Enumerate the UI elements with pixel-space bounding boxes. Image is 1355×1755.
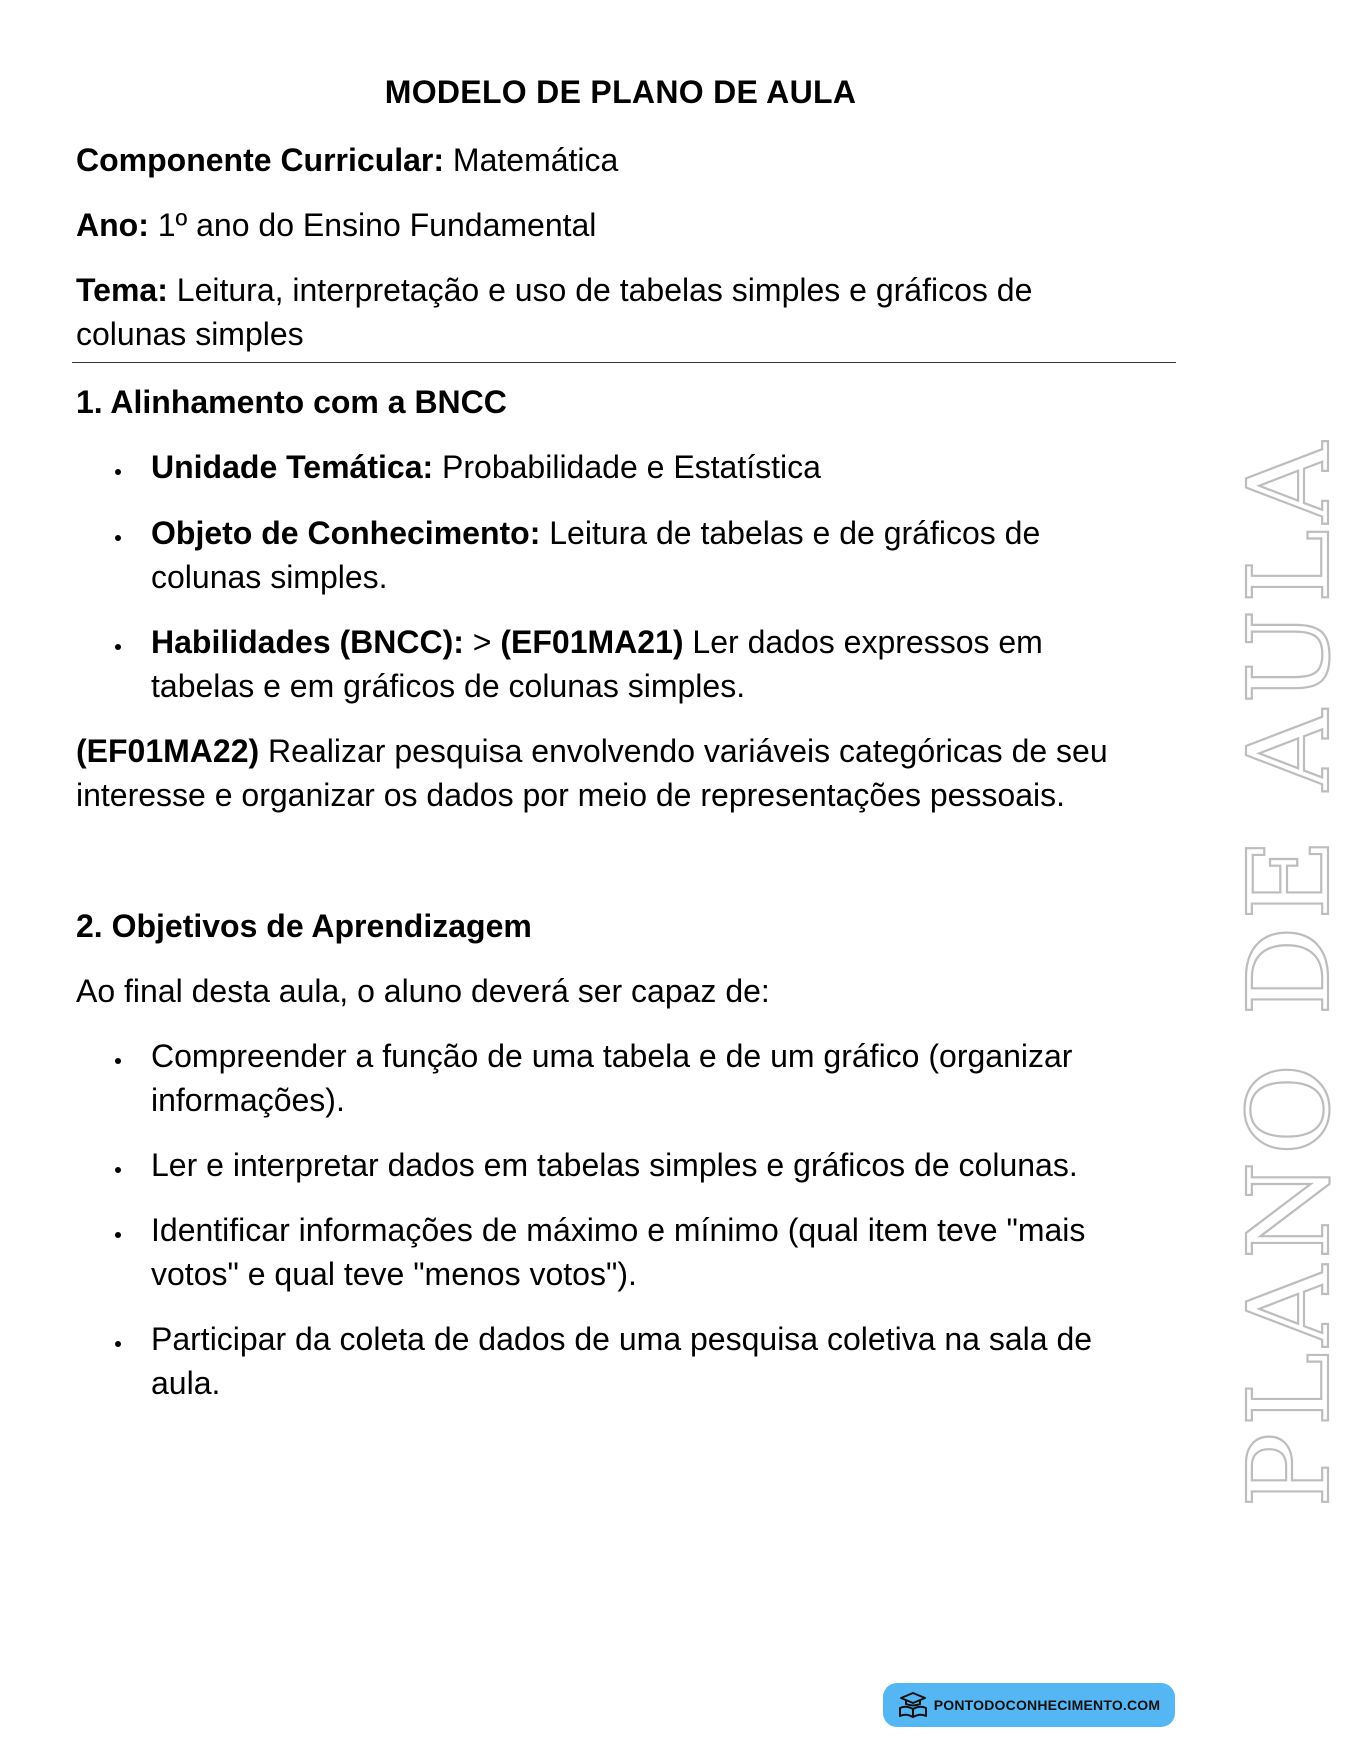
objeto-conhecimento-item-cont: colunas simples.: [151, 559, 388, 595]
ano-label: Ano:: [76, 207, 149, 243]
bullet-dot: [115, 535, 121, 541]
objetivo-item-4-cont: aula.: [151, 1365, 221, 1401]
bullet-dot: [115, 1232, 121, 1238]
componente-curricular-line: [76, 138, 1106, 182]
unidade-tematica-item: Unidade Temática: Probabilidade e Estatística: [151, 449, 821, 485]
componente-value: Matemática: [444, 142, 619, 178]
bullet-dot: [115, 469, 121, 475]
watermark-plano-de-aula: PLANO DE AULA: [1225, 436, 1355, 1508]
bullet-dot: [115, 1167, 121, 1173]
objetivo-item-3-cont: votos" e qual teve "menos votos").: [151, 1256, 637, 1292]
ano-value: 1º ano do Ensino Fundamental: [148, 207, 597, 243]
tema-label: Tema:: [76, 272, 168, 308]
book-graduation-cap-icon: [898, 1692, 928, 1718]
bullet-dot: [115, 1341, 121, 1347]
componente-label: Componente Curricular:: [76, 142, 445, 178]
ef01ma22-paragraph: (EF01MA22) Realizar pesquisa envolvendo variáveis categóricas de seu: [76, 733, 1108, 769]
objetivo-item-2: Ler e interpretar dados em tabelas simples e gráficos de colunas.: [151, 1147, 1078, 1183]
section2-intro: Ao final desta aula, o aluno deverá ser capaz de:: [76, 973, 770, 1009]
objeto-conhecimento-item: Objeto de Conhecimento: Leitura de tabelas e de gráficos de: [151, 515, 1041, 551]
bullet-dot: [115, 644, 121, 650]
tema-value-1: Leitura, interpretação e uso de tabelas simples e gráficos de: [167, 272, 1033, 308]
habilidades-item: Habilidades (BNCC): > (EF01MA21) Ler dados expressos em: [151, 624, 1043, 660]
bullet-dot: [115, 1058, 121, 1064]
section2-heading: 2. Objetivos de Aprendizagem: [76, 908, 532, 944]
tema-value-2: colunas simples: [76, 316, 304, 352]
ano-line: [76, 203, 1106, 247]
tema-line-2: [76, 312, 1106, 356]
objetivo-item-1-cont: informações).: [151, 1082, 345, 1118]
ef01ma22-paragraph-cont: interesse e organizar os dados por meio de representações pessoais.: [76, 777, 1066, 813]
objetivo-item-3: Identificar informações de máximo e mínimo (qual item teve "mais: [151, 1212, 1086, 1248]
section1-heading: 1. Alinhamento com a BNCC: [76, 384, 507, 420]
objetivo-item-4: Participar da coleta de dados de uma pesquisa coletiva na sala de: [151, 1321, 1093, 1357]
habilidades-item-cont: tabelas e em gráficos de colunas simples.: [151, 668, 746, 704]
document-title: MODELO DE PLANO DE AULA: [384, 74, 857, 110]
site-badge[interactable]: [883, 1683, 1175, 1727]
objetivo-item-1: Compreender a função de uma tabela e de um gráfico (organizar: [151, 1038, 1073, 1074]
site-badge-text: PONTODOCONHECIMENTO.COM: [933, 1697, 1161, 1713]
tema-line: [76, 268, 1106, 312]
header-divider: [72, 362, 1176, 363]
